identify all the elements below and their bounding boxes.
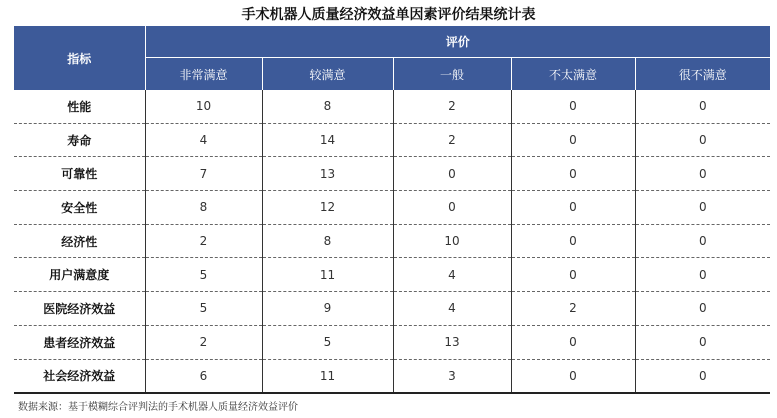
table-cell: 10 <box>393 224 511 258</box>
table-cell: 10 <box>145 90 262 123</box>
table-row <box>14 157 770 191</box>
evaluation-group-header: 评价 <box>145 26 770 58</box>
column-header-not-very-satisfied: 不太满意 <box>511 58 635 91</box>
table-cell: 0 <box>511 224 635 258</box>
table-row <box>14 292 770 326</box>
table-row <box>14 359 770 393</box>
table-cell: 4 <box>393 292 511 326</box>
row-label: 安全性 <box>14 191 145 225</box>
table-cell: 2 <box>393 123 511 157</box>
table-cell: 0 <box>393 191 511 225</box>
row-label: 社会经济效益 <box>14 359 145 393</box>
table-cell: 0 <box>511 325 635 359</box>
data-source-note: 数据来源：基于模糊综合评判法的手术机器人质量经济效益评价 <box>18 402 298 413</box>
table-row <box>14 258 770 292</box>
table-cell: 9 <box>262 292 393 326</box>
table-row <box>14 325 770 359</box>
table-cell: 0 <box>635 157 770 191</box>
table-title: 手术机器人质量经济效益单因素评价结果统计表 <box>241 7 536 23</box>
table-cell: 8 <box>262 90 393 123</box>
table-cell: 0 <box>635 224 770 258</box>
table-cell: 0 <box>635 123 770 157</box>
row-label: 性能 <box>14 90 145 123</box>
table-cell: 13 <box>262 157 393 191</box>
table-cell: 4 <box>145 123 262 157</box>
table-cell: 0 <box>511 359 635 393</box>
table-row <box>14 224 770 258</box>
table-cell: 12 <box>262 191 393 225</box>
table-cell: 0 <box>635 325 770 359</box>
table-row <box>14 90 770 123</box>
table-cell: 0 <box>635 258 770 292</box>
table-cell: 14 <box>262 123 393 157</box>
row-label: 用户满意度 <box>14 258 145 292</box>
table-cell: 0 <box>635 90 770 123</box>
table-cell: 2 <box>145 224 262 258</box>
table-cell: 2 <box>393 90 511 123</box>
table-cell: 7 <box>145 157 262 191</box>
table-cell: 5 <box>145 258 262 292</box>
table-cell: 11 <box>262 258 393 292</box>
column-header-very-satisfied: 非常满意 <box>145 58 262 91</box>
table-row <box>14 123 770 157</box>
row-label: 寿命 <box>14 123 145 157</box>
row-label: 医院经济效益 <box>14 292 145 326</box>
column-header-fairly-satisfied: 较满意 <box>262 58 393 91</box>
column-header-average: 一般 <box>393 58 511 91</box>
table-cell: 2 <box>145 325 262 359</box>
table-cell: 4 <box>393 258 511 292</box>
table-row <box>14 191 770 225</box>
table-cell: 6 <box>145 359 262 393</box>
table-cell: 0 <box>635 292 770 326</box>
table-cell: 11 <box>262 359 393 393</box>
table-cell: 5 <box>262 325 393 359</box>
table-cell: 0 <box>635 191 770 225</box>
row-label: 可靠性 <box>14 157 145 191</box>
table-cell: 0 <box>511 191 635 225</box>
table-cell: 0 <box>393 157 511 191</box>
table-cell: 0 <box>511 258 635 292</box>
evaluation-table <box>14 26 770 394</box>
indicator-header: 指标 <box>14 26 145 90</box>
table-cell: 2 <box>511 292 635 326</box>
table-cell: 0 <box>511 157 635 191</box>
row-label: 经济性 <box>14 224 145 258</box>
table-cell: 13 <box>393 325 511 359</box>
table-cell: 0 <box>511 90 635 123</box>
table-cell: 8 <box>262 224 393 258</box>
row-label: 患者经济效益 <box>14 325 145 359</box>
column-header-very-dissatisfied: 很不满意 <box>635 58 770 91</box>
table-cell: 3 <box>393 359 511 393</box>
table-cell: 8 <box>145 191 262 225</box>
table-cell: 0 <box>635 359 770 393</box>
table-cell: 5 <box>145 292 262 326</box>
table-cell: 0 <box>511 123 635 157</box>
